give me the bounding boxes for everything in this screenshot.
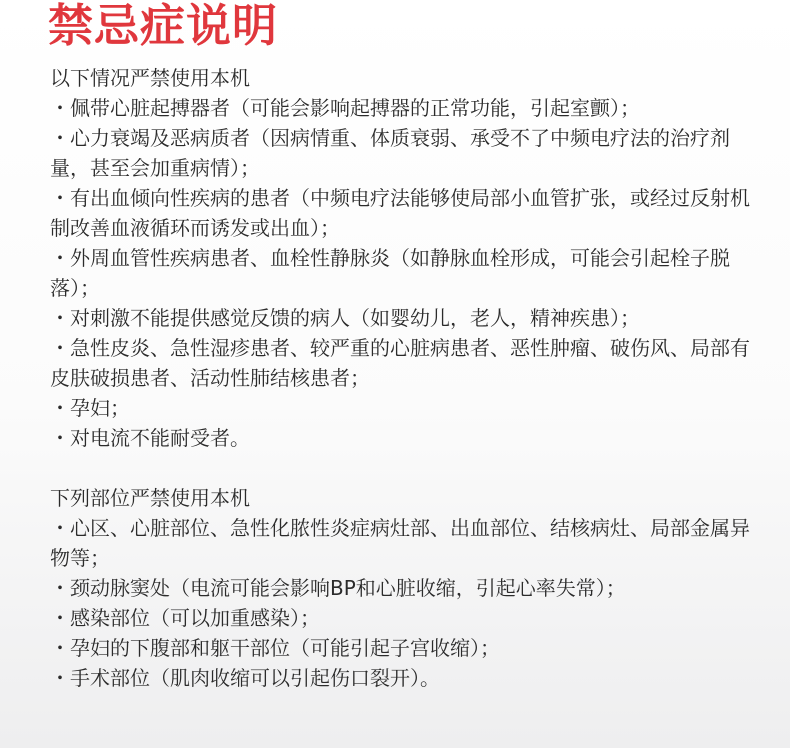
list-item: ・外周血管性疾病患者、血栓性静脉炎（如静脉血栓形成，可能会引起栓子脱落）； — [50, 246, 730, 300]
list-item: ・手术部位（肌肉收缩可以引起伤口裂开）。 — [50, 666, 440, 690]
list-item: ・心力衰竭及恶病质者（因病情重、体质衰弱、承受不了中频电疗法的治疗剂量，甚至会加重病情）； — [50, 126, 730, 180]
section-spacer — [50, 453, 750, 483]
page-title: 禁忌症说明 — [48, 0, 279, 52]
list-item: ・有出血倾向性疾病的患者（中频电疗法能够使局部小血管扩张，或经过反射机制改善血液循环而诱发或出血）； — [50, 186, 750, 240]
prohibited-conditions-list — [50, 93, 750, 453]
list-item: ・佩带心脏起搏器者（可能会影响起搏器的正常功能，引起室颤）； — [50, 96, 640, 120]
list-item: ・急性皮炎、急性湿疹患者、较严重的心脏病患者、恶性肿瘤、破伤风、局部有皮肤破损患者、活动性肺结核患者； — [50, 336, 750, 390]
list-item: ・孕妇的下腹部和躯干部位（可能引起子宫收缩）； — [50, 636, 500, 660]
section-heading-prohibited-sites: 下列部位严禁使用本机 — [50, 486, 250, 510]
list-item: ・孕妇； — [50, 396, 130, 420]
contraindications-content — [50, 63, 750, 693]
prohibited-sites-list — [50, 513, 750, 693]
list-item: ・心区、心脏部位、急性化脓性炎症病灶部、出血部位、结核病灶、局部金属异物等； — [50, 516, 750, 570]
list-item: ・颈动脉窦处（电流可能会影响BP和心脏收缩，引起心率失常）； — [50, 576, 626, 600]
list-item: ・对电流不能耐受者。 — [50, 426, 250, 450]
list-item: ・感染部位（可以加重感染）； — [50, 606, 320, 630]
section-heading-prohibited-conditions: 以下情况严禁使用本机 — [50, 66, 250, 90]
list-item: ・对刺激不能提供感觉反馈的病人（如婴幼儿，老人，精神疾患）； — [50, 306, 640, 330]
